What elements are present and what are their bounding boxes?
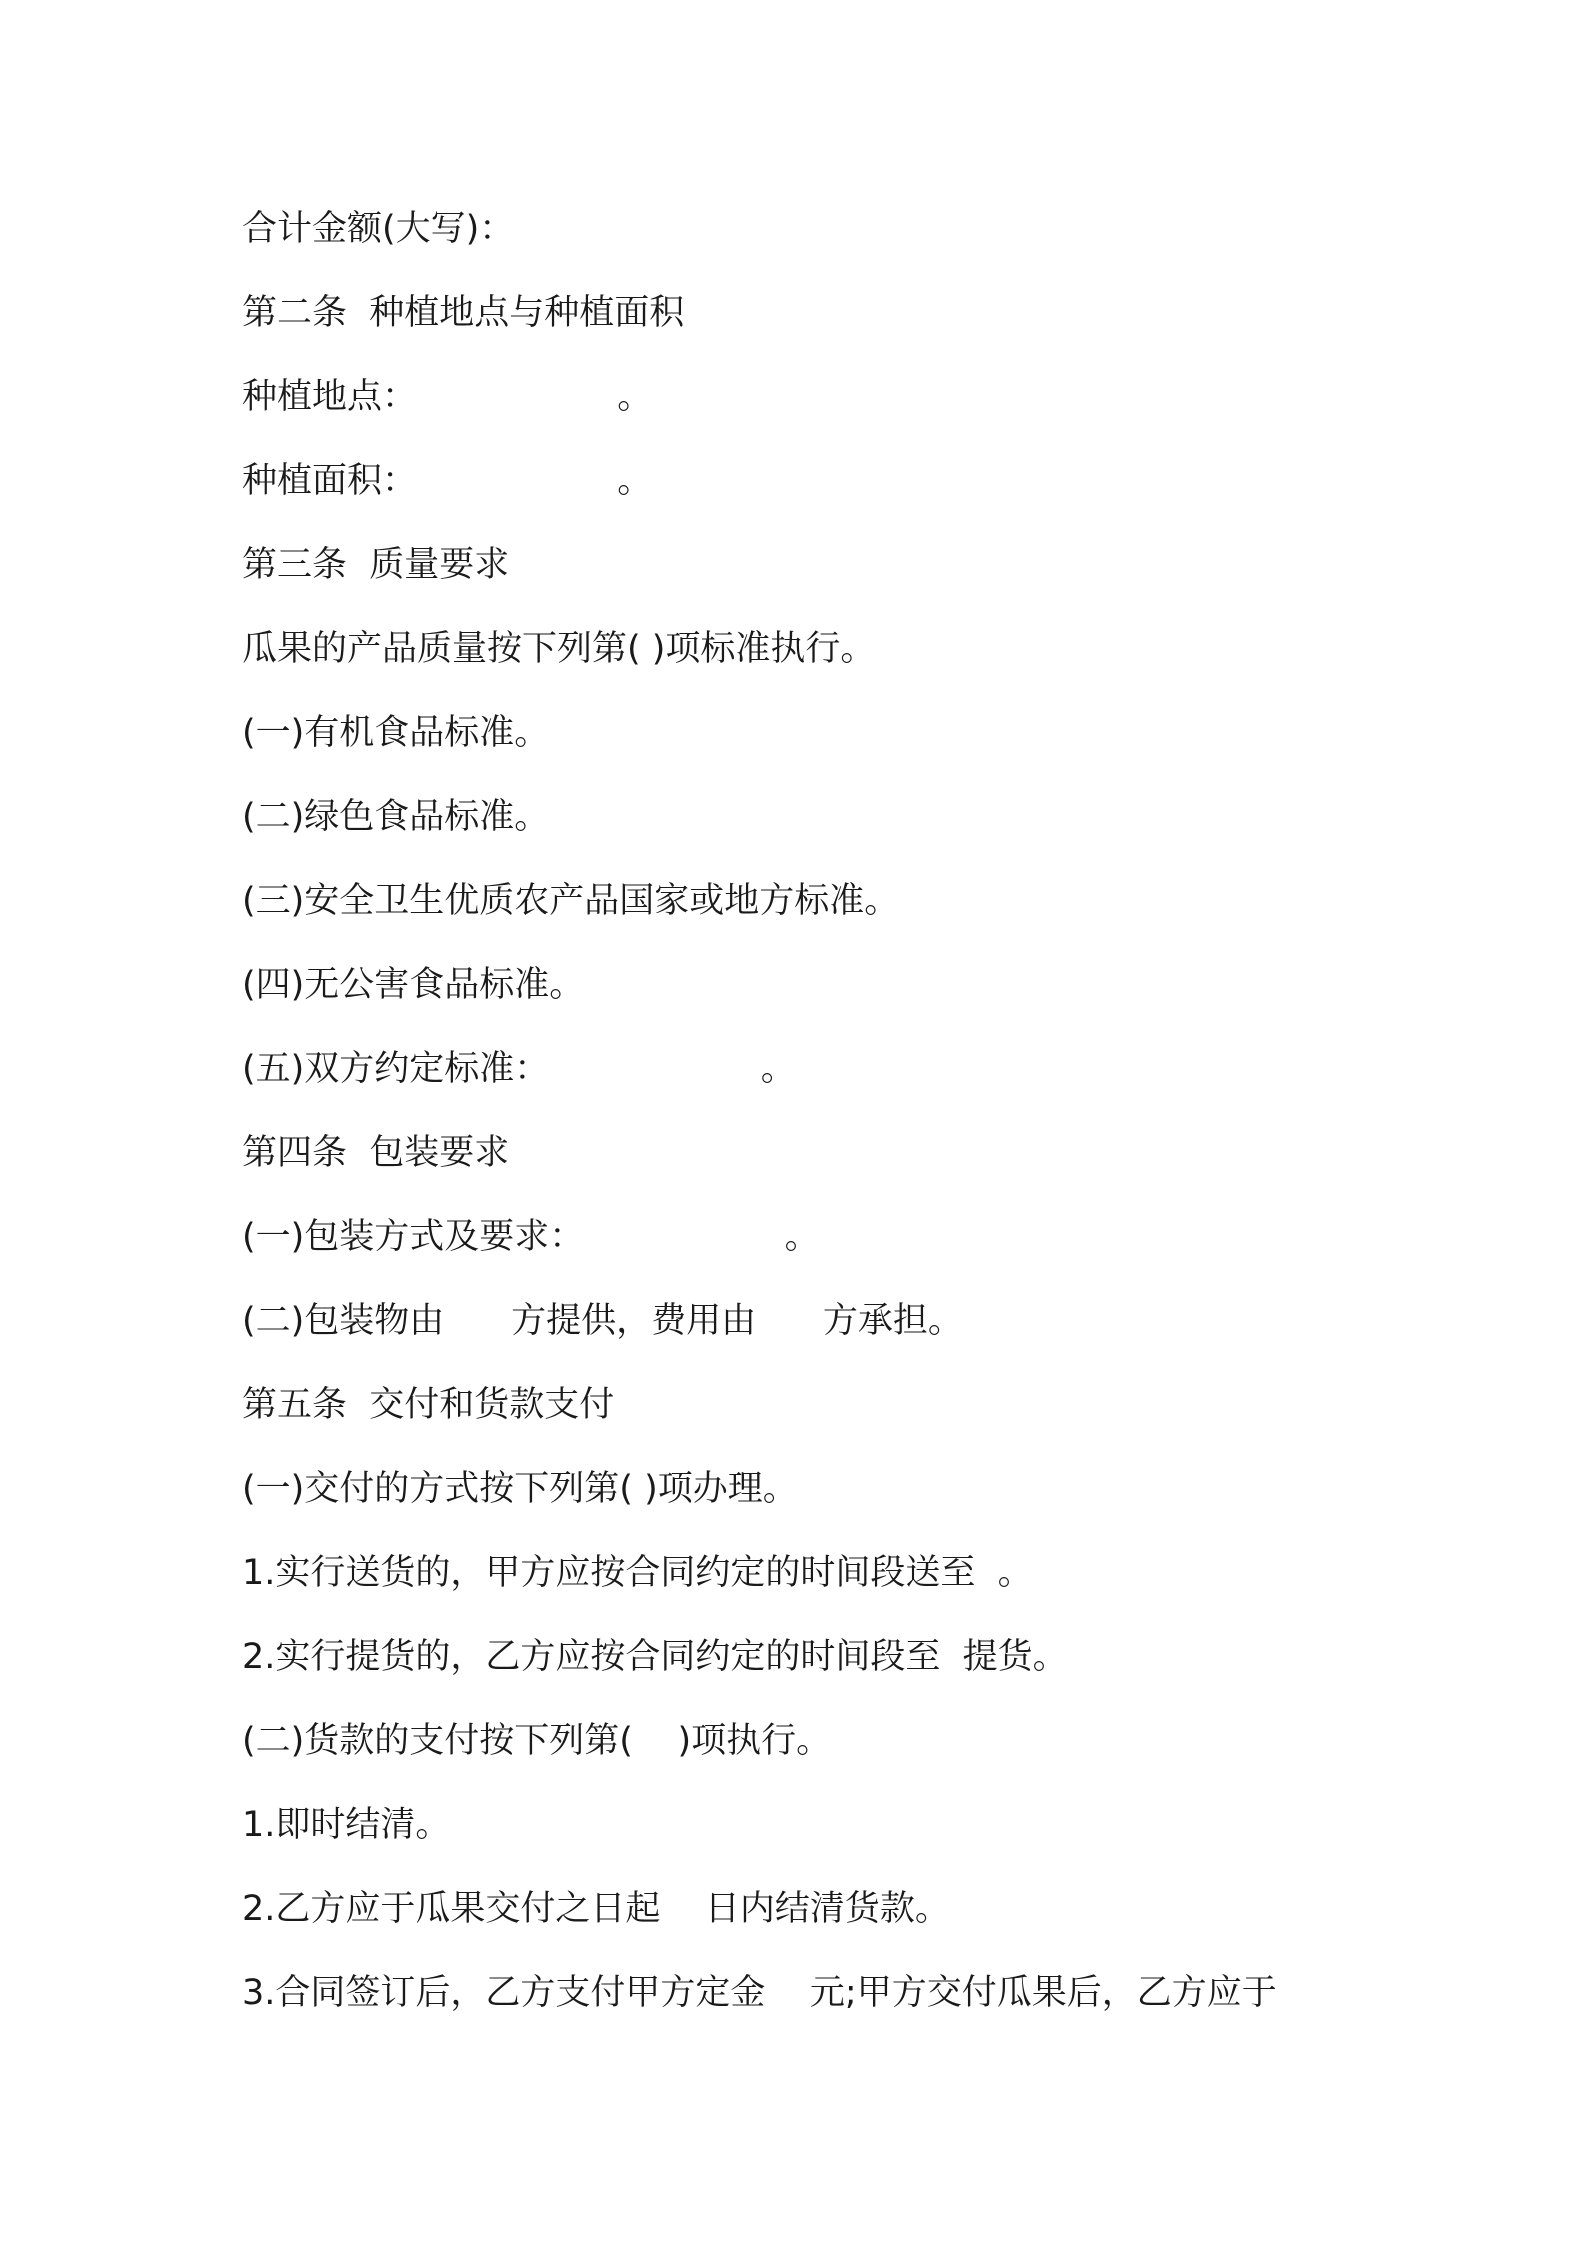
article-2-heading: 第二条 种植地点与种植面积 [242,293,685,333]
payment-option-1: 1.即时结清。 [242,1805,451,1845]
packaging-provider-line: (二)包装物由 方提供，费用由 方承担。 [242,1301,963,1341]
delivery-option-1: 1.实行送货的，甲方应按合同约定的时间段送至 。 [242,1553,1033,1593]
organic-food-standard: (一)有机食品标准。 [242,713,550,753]
payment-option-3: 3.合同签订后，乙方支付甲方定金 元;甲方交付瓜果后，乙方应于 [242,1973,1277,2013]
agreed-standard-line: (五)双方约定标准： 。 [242,1049,796,1089]
quality-standard-line: 瓜果的产品质量按下列第( )项标准执行。 [242,629,876,669]
packaging-method-line: (一)包装方式及要求： 。 [242,1217,820,1257]
article-5-heading: 第五条 交付和货款支付 [242,1385,615,1425]
article-4-heading: 第四条 包装要求 [242,1133,510,1173]
pollution-free-standard: (四)无公害食品标准。 [242,965,585,1005]
planting-location-line: 种植地点： 。 [242,377,653,417]
green-food-standard: (二)绿色食品标准。 [242,797,550,837]
article-3-heading: 第三条 质量要求 [242,545,510,585]
total-amount-line: 合计金额(大写)： [242,209,515,249]
delivery-method-line: (一)交付的方式按下列第( )项办理。 [242,1469,798,1509]
delivery-option-2: 2.实行提货的，乙方应按合同约定的时间段至 提货。 [242,1637,1068,1677]
payment-option-2: 2.乙方应于瓜果交付之日起 日内结清货款。 [242,1889,950,1929]
safety-hygiene-standard: (三)安全卫生优质农产品国家或地方标准。 [242,881,900,921]
payment-method-line: (二)货款的支付按下列第( )项执行。 [242,1721,832,1761]
planting-area-line: 种植面积： 。 [242,461,653,501]
